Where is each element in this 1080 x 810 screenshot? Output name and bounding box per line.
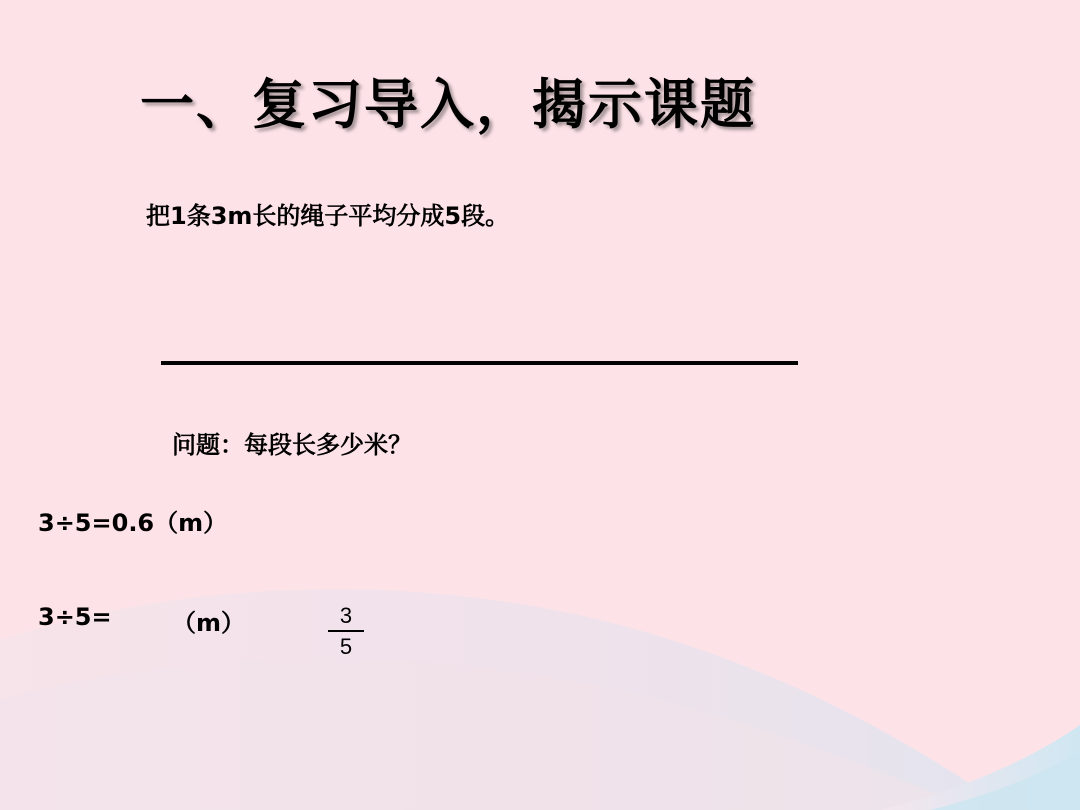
fraction-denominator: 5 (339, 634, 353, 659)
equation-fraction-unit: （m） (172, 609, 246, 637)
rope-line (161, 361, 798, 365)
slide-title: 一、复习导入，揭示课题 (140, 73, 756, 136)
question-text: 问题：每段长多少米？ (172, 431, 412, 459)
problem-statement: 把1条3m长的绳子平均分成5段。 (146, 202, 510, 230)
fraction-numerator: 3 (339, 603, 353, 628)
equation-fraction-left: 3÷5= (38, 603, 112, 631)
equation-decimal: 3÷5=0.6（m） (38, 509, 228, 537)
fraction (328, 602, 364, 662)
